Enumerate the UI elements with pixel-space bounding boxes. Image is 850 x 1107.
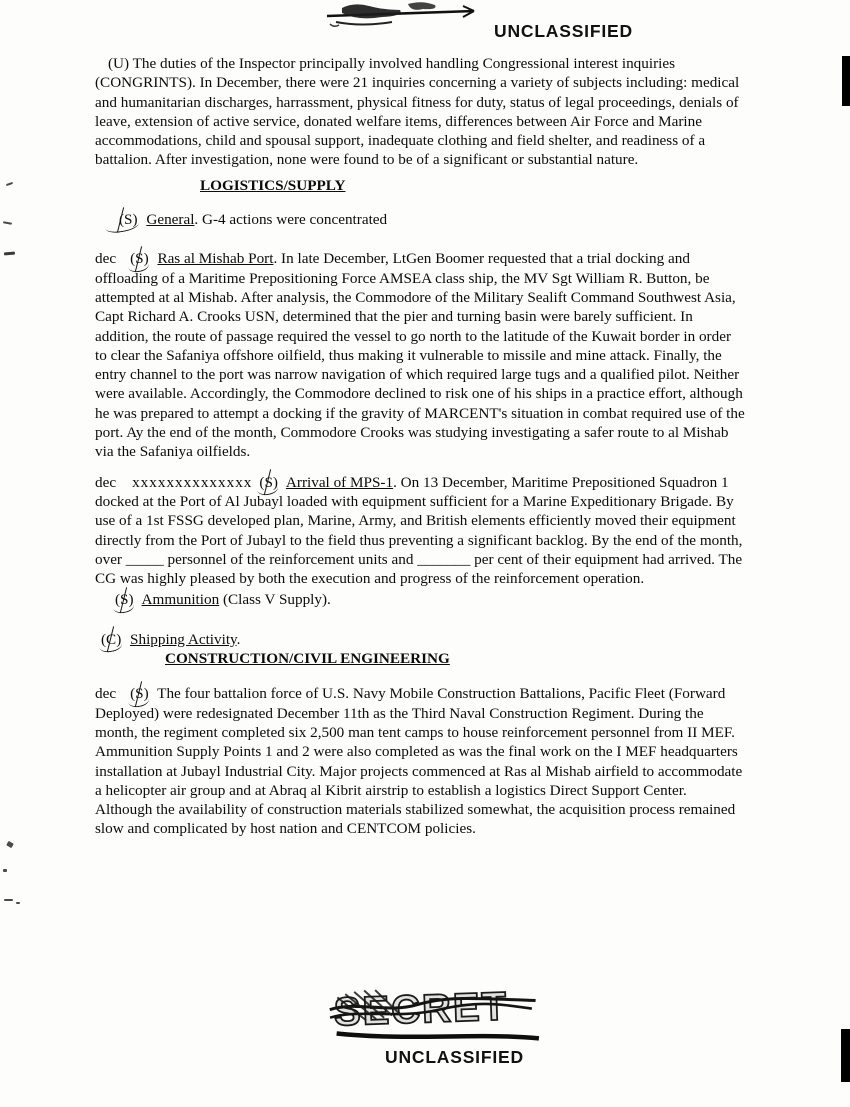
scan-artifact-bar-top (842, 56, 850, 106)
mps1-paragraph (95, 473, 745, 589)
top-classification-label: UNCLASSIFIED (494, 21, 633, 41)
classification-marking-s: (S) (130, 685, 149, 703)
inspector-paragraph: (U) The duties of the Inspector principally involved handling Congressional interest inquiries (CONGRINTS). In December, there were 21 inquiries concerning a variety of subjects including: medical and humanitarian discharges, harrassment, physical fitness for duty, status of legal proceedings, denials of leave, extension of active service, donated welfare items, differences between Air Force and Marine accommodations, child and spousal support, inadequate clothing and field shelter, and readiness of a battalion. After investigation, none were found to be of a significant or substantial nature. (95, 55, 740, 169)
general-text: . G-4 actions were concentrated (194, 211, 388, 229)
ras-al-mishab-paragraph (95, 249, 745, 461)
ras-al-mishab-title: Ras al Mishab Port (157, 250, 274, 268)
construction-text: The four battalion force of U.S. Navy Mobile Construction Battalions, Pacific Fleet (Forward Deployed) were redesignated December 11th as the Third Naval Construction Regiment. During the month, the regiment completed six 2,500 man tent camps to house reinforcement personnel from II MEF. Ammunition Supply Points 1 and 2 were also completed as was the final work on the I MEF headquarters installation at Jubayl Industrial City. Major projects commenced at Ras al Mishab airfield to accommodate a helicopter air group and at Abraq al Kibrit airstrip to establish a logistics Direct Support Center. Although the availability of construction materials stabilized somewhat, the acquisition process remained slow and complicated by host nation and CENTCOM policies. (95, 685, 743, 838)
shipping-activity-line (95, 630, 745, 649)
scan-mark (16, 902, 20, 904)
document-text-block (95, 54, 745, 839)
scan-mark (3, 221, 12, 225)
classification-marking-s: (S) (259, 473, 278, 491)
general-title: General (146, 211, 195, 229)
scan-mark (4, 899, 13, 901)
stamp-secret-graphic (327, 974, 544, 1053)
dec-annotation: dec (95, 250, 117, 268)
bottom-classification-label: UNCLASSIFIED (385, 1047, 524, 1067)
ammunition-line (95, 590, 745, 609)
scan-mark (6, 182, 13, 186)
defaced-secret-stamp-top (322, 0, 492, 30)
general-paragraph (95, 210, 745, 229)
logistics-supply-heading-row (200, 176, 745, 195)
shipping-activity-title: Shipping Activity (130, 630, 237, 648)
ammunition-title: Ammunition (141, 591, 220, 609)
construction-heading-row (165, 649, 745, 668)
ras-al-mishab-text: . In late December, LtGen Boomer requested that a trial docking and offloading of a Maritime Prepositioning Force AMSEA class ship, the MV Sgt William R. Button, be attempted at al Mishab. After analysis, the Commodore of the Military Sealift Command Southwest Asia, Capt Richard A. Crooks USN, determined that the pier and turning basin were barely sufficient. In addition, the route of passage required the vessel to go north to the latitude of the Kuwait border in order to clear the Safaniya offshore oilfield, thus making it vulnerable to missile and mine attack. Finally, the entry channel to the port was narrow navigation of which required large tugs and a qualified pilot. Neither were available. Accordingly, the Commodore declined to risk one of his ships in a practice effort, although he was prepared to attempt a docking if the gravity of MARCENT's situation in combat required use of the port. Ay the end of the month, Commodore Crooks was studying investigating a safer route to al Mishab via the Safaniya oilfields. (95, 250, 745, 461)
scan-artifact-bar-bottom (841, 1029, 850, 1082)
dec-annotation: dec (95, 685, 117, 703)
classification-marking-s: (S) (130, 250, 149, 268)
construction-heading: CONSTRUCTION/CIVIL ENGINEERING (165, 650, 450, 668)
dec-annotation: dec (95, 473, 117, 491)
defaced-secret-stamp-bottom (327, 974, 544, 1053)
secret-stamp-word: SECRET (333, 984, 509, 1035)
shipping-activity-text: . (236, 630, 241, 648)
classification-marking-c: (C) (101, 630, 122, 648)
scan-mark (6, 841, 14, 848)
typed-redaction-x: xxxxxxxxxxxxxx (132, 473, 253, 491)
classification-marking-s: (S) (107, 210, 138, 229)
classification-marking-s: (S) (115, 591, 134, 609)
logistics-supply-heading: LOGISTICS/SUPPLY (200, 176, 346, 194)
scan-mark (3, 869, 7, 872)
mps1-text: . On 13 December, Maritime Prepositioned Squadron 1 docked at the Port of Al Jubayl loaded with equipment sufficient for a Marine Expeditionary Brigade. By use of a 1st FSSG developed plan, Marine, Army, and British elements efficiently moved their equipment directly from the Port of Jubayl to the field thus preventing a significant backlog. By the end of the month, over _____ personnel of the reinforcement units and _______ per cent of their equipment had arrived. The CG was highly pleased by both the execution and progress of the reinforcement operation. (95, 473, 743, 588)
scan-mark (4, 252, 15, 256)
mps1-title: Arrival of MPS-1 (285, 473, 394, 491)
stamp-scribble-graphic (322, 0, 492, 30)
ammunition-text: (Class V Supply). (219, 591, 331, 609)
construction-paragraph (95, 684, 745, 838)
